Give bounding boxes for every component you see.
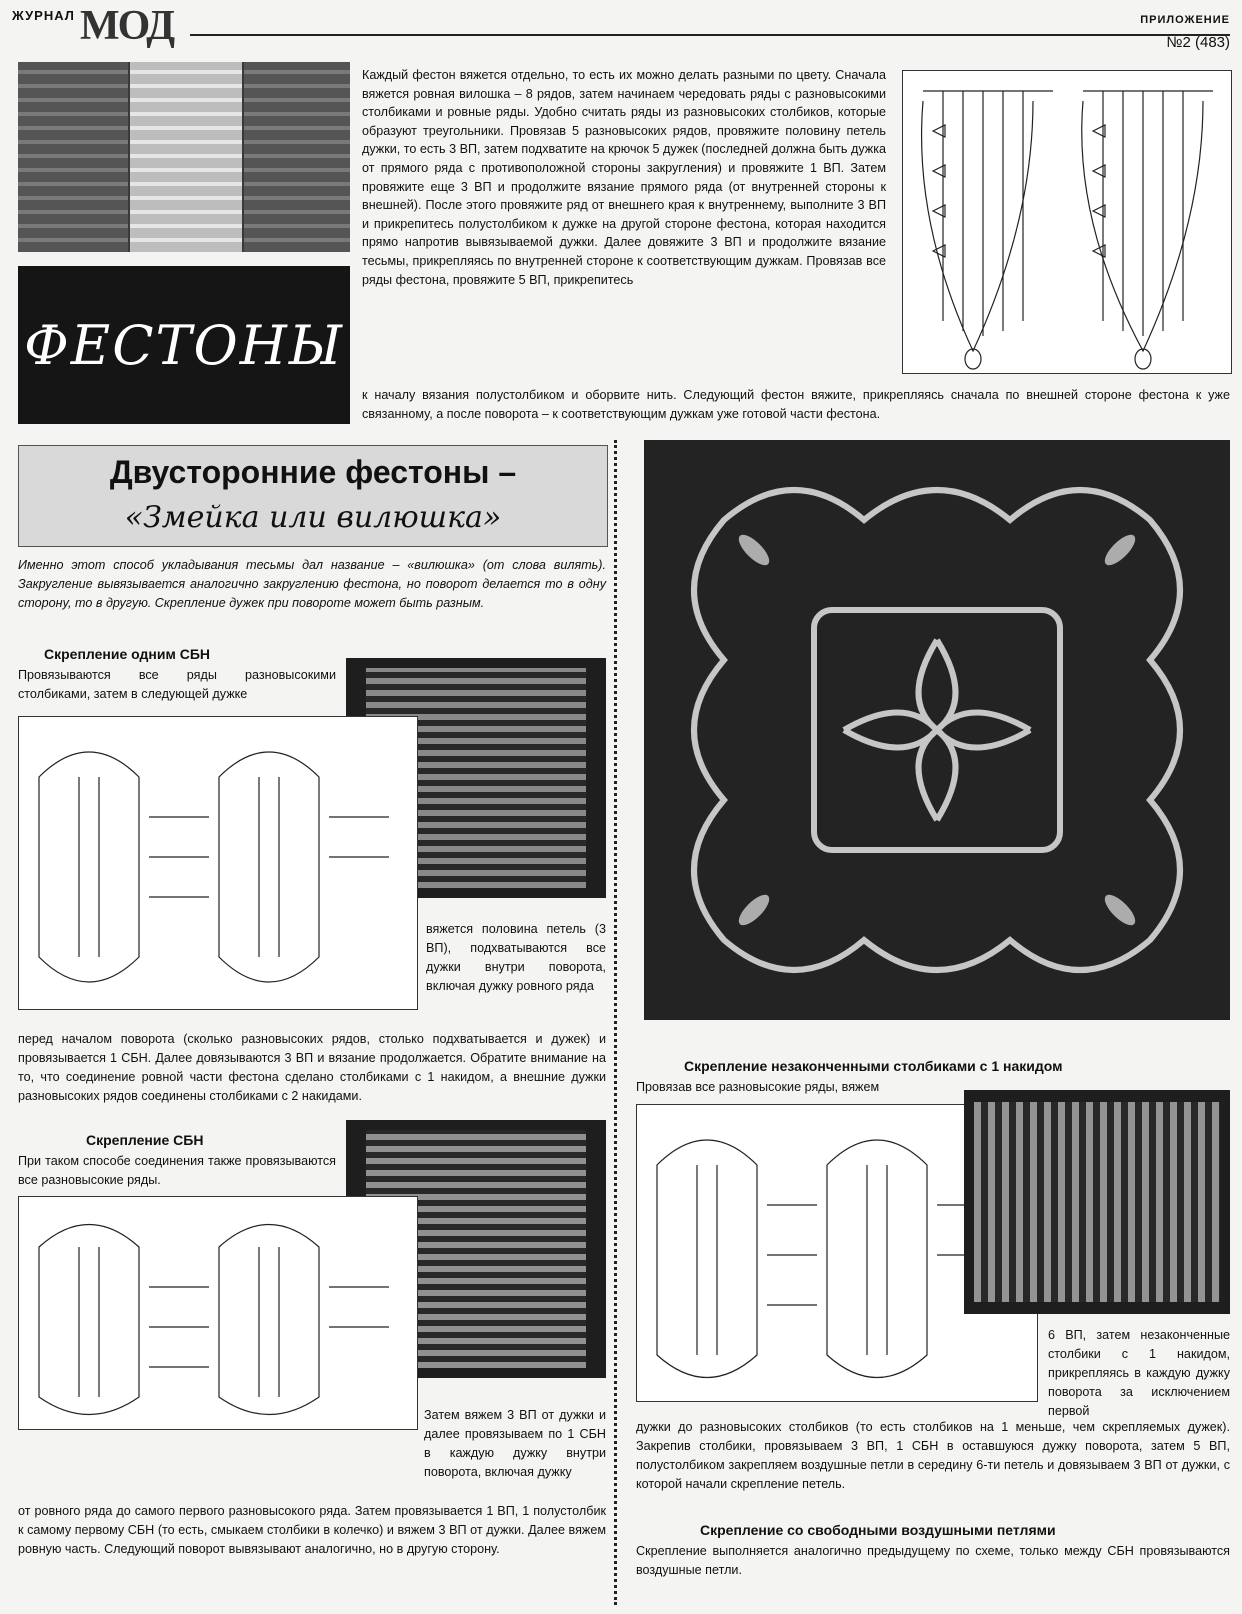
block2-diagram [18, 1196, 418, 1430]
festoon-photo [18, 62, 350, 252]
lace-strip-left [18, 62, 128, 252]
block2-text-c: от ровного ряда до самого первого разновысокого ряда. Затем провязывается 1 ВП, 1 полустолбик к самому первому СБН (то есть, смыкаем столбики в колечко) и вяжем 3 ВП от дужки. Далее вяжем ровную часть. Следующий поворот вывязывают аналогично, но в другую сторону. [18, 1504, 606, 1556]
section-heading: Двусторонние фестоны – [109, 454, 517, 490]
page-title: ФЕСТОНЫ [23, 314, 345, 377]
block2-title: Скрепление СБН [86, 1132, 204, 1148]
block3-photo [964, 1090, 1230, 1314]
title-box [18, 266, 350, 424]
block4-text: Скрепление выполняется аналогично предыдущему по схеме, только между СБН провязываются воздушные петли. [636, 1544, 1230, 1577]
lace-photo-icon [974, 1102, 1220, 1302]
crochet-diagram-icon [19, 1197, 417, 1429]
block1-text-a: Провязываются все ряды разновысокими столбиками, затем в следующей дужке [18, 668, 336, 701]
festoon-scheme-diagram [902, 70, 1232, 374]
magazine-logo: МОД [80, 3, 174, 49]
block2-text-a: При таком способе соединения также провязываются все разновысокие ряды. [18, 1154, 336, 1187]
intro-paragraph-end: к началу вязания полустолбиком и оборвите нить. Следующий фестон вяжите, прикрепляясь сначала по внешней стороне фестона к уже связанному, а после поворота – к соответствующим дужкам уже готовой части фестона. [362, 388, 1230, 421]
block3-text-b: 6 ВП, затем незаконченные столбики с 1 накидом, прикрепляясь в каждую дужку поворота за исключением первой [1048, 1328, 1230, 1418]
block1-text-c: перед началом поворота (сколько разновысоких рядов, столько подхватывается и дужек) и провязывается 1 СБН. Далее довязываются 3 ВП и вязание продолжается. Обратите внимание на то, что соединение ровной части фестона сделано столбиками с 1 накидом, а внешние дужки разновысоких рядов соединены столбиками с 2 накидами. [18, 1032, 606, 1103]
intro-paragraph: Каждый фестон вяжется отдельно, то есть их можно делать разными по цвету. Сначала вяжется ровная вилошка – 8 рядов, затем начинаем чередовать ряды с разновысокими столбиками и ровные ряды. Удобно считать ряды из разновысоких столбиков, которые образуют треугольники. Провязав 5 разновысоких рядов, провяжите половину петель дужки, то есть 3 ВП, затем подхватите на крючок 5 дужек (последней должна быть дужка от прямого ряда с противоположной стороны закругления) и провяжите 1 ВП. Затем провяжите еще 3 ВП и продолжите вязание прямого ряда (от внутренней стороны к внешней). После этого провяжите ряд от внешнего края к внутреннему, выполните 3 ВП и прикрепитесь полустолбиком к дужке на другой стороне фестона, которая находится прямо напротив вывязываемой дужки. Далее довяжите 3 ВП и продолжите вязание тесьмы, прикрепляясь по внутренней стороне к соответствующим дужкам. Провязав все ряды фестона, провяжите 5 ВП, прикрепитесь [362, 68, 886, 287]
block3-text-c: дужки до разновысоких столбиков (то есть столбиков на 1 меньше, чем скрепляемых дужек). Закрепив столбики, провязываем 3 ВП, 1 СБН в оставшуюся дужку поворота, затем 5 ВП, полустолбиком закрепляем воздушные петли в середину 6-ти петель и довязываем 3 ВП от дужки, с которой начали скрепление петель. [636, 1420, 1230, 1491]
appendix-label: ПРИЛОЖЕНИЕ [1140, 14, 1230, 26]
block3-text-a: Провязав все разновысокие ряды, вяжем [636, 1080, 880, 1094]
crochet-diagram-icon [19, 717, 417, 1009]
lace-napkin-photo [644, 440, 1230, 1020]
masthead-rule [190, 34, 1230, 36]
section-heading-box [18, 445, 608, 547]
block1-title: Скрепление одним СБН [44, 646, 210, 662]
block2-text-b: Затем вяжем 3 ВП от дужки и далее провязываем по 1 СБН в каждую дужку внутри поворота, включая дужку [424, 1408, 606, 1479]
issue-number: №2 (483) [1166, 34, 1230, 51]
magazine-label: ЖУРНАЛ [12, 8, 75, 23]
block1-text-b: вяжется половина петель (3 ВП), подхватываются все дужки внутри поворота, включая дужку ровного ряда [426, 922, 606, 993]
section-lead: Именно этот способ укладывания тесьмы дал название – «вилюшка» (от слова вилять). Закругление вывязывается аналогично закруглению фестона, но поворот делается то в одну сторону, то в другую. Скрепление дужек при повороте может быть разным. [18, 558, 606, 610]
lace-strip-right [244, 62, 350, 252]
section-subheading: «Змейка или вилюшка» [124, 500, 502, 535]
crochet-diagram-icon [903, 71, 1231, 373]
lace-photo-icon [644, 440, 1230, 1020]
block3-title: Скрепление незаконченными столбиками с 1 накидом [684, 1058, 1063, 1074]
block1-diagram [18, 716, 418, 1010]
lace-strip-middle [130, 62, 242, 252]
block4-title: Скрепление со свободными воздушными петлями [700, 1522, 1056, 1538]
column-divider [614, 440, 617, 1605]
